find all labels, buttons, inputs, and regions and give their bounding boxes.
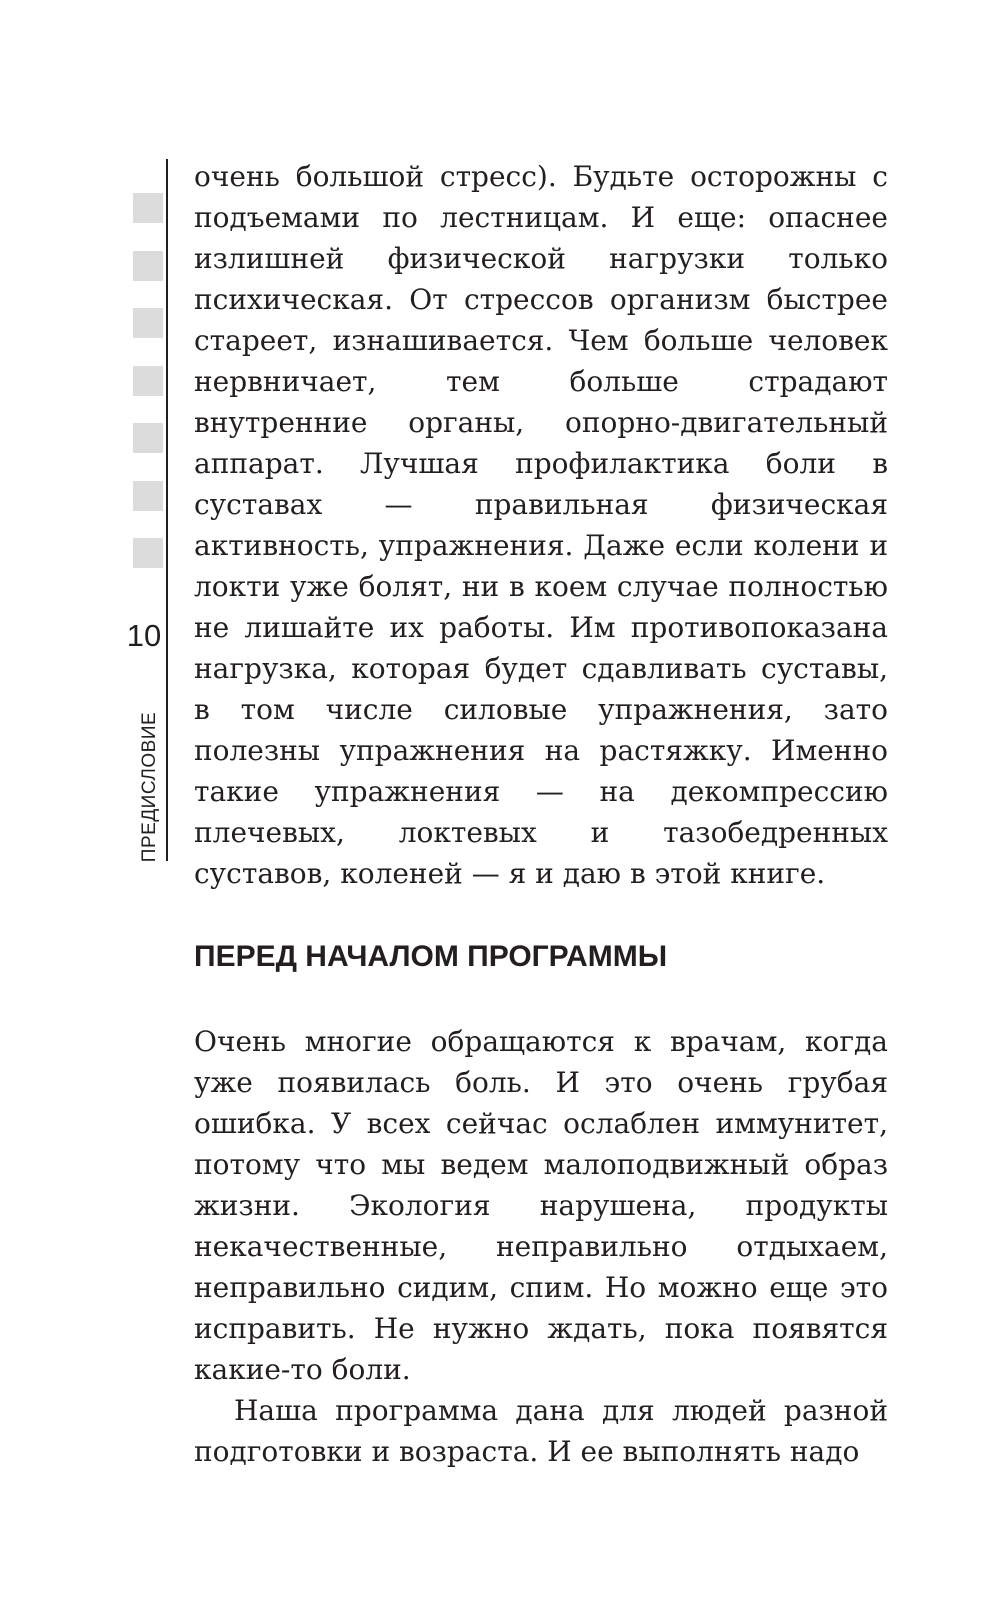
section-paragraph-1: Очень многие обращаются к врачам, когда уже появилась боль. И это очень грубая ошибка. У всех сейчас ослаблен иммунитет, потому что мы ведем малоподвижный образ жизни. Экология нарушена, продукты некачественные, неправильно отдыхаем, неправильно сидим, спим. Но можно еще это исправить. Не нужно ждать, пока появятся какие-то боли. bbox=[194, 1025, 888, 1386]
margin-square bbox=[133, 481, 163, 511]
section-paragraph-2: Наша программа дана для людей разной подготовки и возраста. И ее выполнять надо bbox=[194, 1394, 888, 1468]
margin-vertical-rule bbox=[166, 159, 168, 861]
margin-square bbox=[133, 366, 163, 396]
margin-square bbox=[133, 423, 163, 453]
running-section-label: ПРЕДИСЛОВИЕ bbox=[139, 711, 160, 863]
top-body-text bbox=[194, 156, 888, 894]
margin-square bbox=[133, 251, 163, 281]
section-body-text bbox=[194, 1021, 888, 1472]
top-paragraph: очень большой стресс). Будьте осторожны с подъемами по лестницам. И еще: опаснее излишней физической нагрузки только психическая. От стрессов организм быстрее стареет, изнашивается. Чем больше человек нервничает, тем больше страдают внутренние органы, опорно-двигательный аппарат. Лучшая профилактика боли в суставах — правильная физическая активность, упражнения. Даже если колени и локти уже болят, ни в коем случае полностью не лишайте их работы. Им противопоказана нагрузка, которая будет сдавливать суставы, в том числе силовые упражнения, зато полезны упражнения на растяжку. Именно такие упражнения — на декомпрессию плечевых, локтевых и тазобедренных суставов, коленей — я и даю в этой книге. bbox=[194, 160, 888, 890]
section-heading: ПЕРЕД НАЧАЛОМ ПРОГРАММЫ bbox=[194, 940, 668, 973]
page-number: 10 bbox=[126, 618, 162, 653]
margin-square bbox=[133, 308, 163, 338]
margin-square bbox=[133, 538, 163, 568]
margin-square bbox=[133, 193, 163, 223]
margin-decoration-squares bbox=[133, 193, 163, 596]
